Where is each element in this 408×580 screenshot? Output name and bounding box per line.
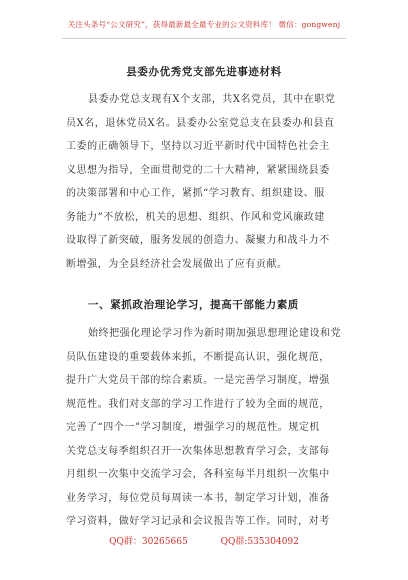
section-line: 完善了“四个一”学习制度，增强学习的规范性。规定机 xyxy=(66,422,320,433)
intro-line: 工委的正确领导下，坚持以习近平新时代中国特色社会主 xyxy=(66,141,330,152)
header-divider xyxy=(62,38,346,39)
section-line: 始终把强化理论学习作为新时期加强思想理论建设和党 xyxy=(88,328,342,339)
intro-line: 员X名，退休党员X名。县委办公室党总支在县委办和县直 xyxy=(66,117,335,129)
section-line: 员队伍建设的重要载体来抓，不断提高认识，强化规范， xyxy=(66,351,330,363)
intro-line: 县委办党总支现有X个支部，共X名党员，其中在职党 xyxy=(88,94,336,105)
section-heading: 一、紧抓政治理论学习，提高干部能力素质 xyxy=(88,299,299,311)
header-promo-text: 关注头条号“公文研究”，获得最新最全最专业的公文资料库！ 微信：gongwenj xyxy=(67,20,341,29)
section-line: 学习资料，做好学习记录和会议报告等工作。同时，对考 xyxy=(66,516,330,527)
intro-line: 义思想为指导，全面贯彻党的二十大精神，紧紧围绕县委 xyxy=(66,164,330,176)
intro-line: 的决策部署和中心工作，紧抓“学习教育、组织建设、服 xyxy=(66,188,325,199)
section-line: 规范性。我们对支部的学习工作进行了较为全面的规范， xyxy=(66,398,330,410)
section-line: 月组织一次集中交流学习会，各科室每半月组织一次集中 xyxy=(66,469,330,480)
intro-line: 务能力”不放松，机关的思想、组织、作风和党风廉政建 xyxy=(66,211,325,223)
section-line: 提升广大党员干部的综合素质。一是完善学习制度，增强 xyxy=(66,375,330,386)
footer-qq-group-1: QQ群：30265665 xyxy=(109,537,188,547)
section-paragraph xyxy=(66,322,344,534)
footer-qq-group-2: QQ群:535304092 xyxy=(220,537,299,547)
document-title: 县委办优秀党支部先进事迹材料 xyxy=(126,66,282,78)
footer-contact xyxy=(0,534,408,547)
section-line: 关党总支每季组织召开一次集体思想教育学习会，支部每 xyxy=(66,445,330,457)
intro-line: 断增强，为全县经济社会发展做出了应有贡献。 xyxy=(66,258,288,270)
intro-line: 设取得了新突破，服务发展的创造力、凝聚力和战斗力不 xyxy=(66,235,330,246)
intro-paragraph xyxy=(66,88,344,276)
section-line: 业务学习，每位党员每周读一本书，制定学习计划，准备 xyxy=(66,492,330,504)
